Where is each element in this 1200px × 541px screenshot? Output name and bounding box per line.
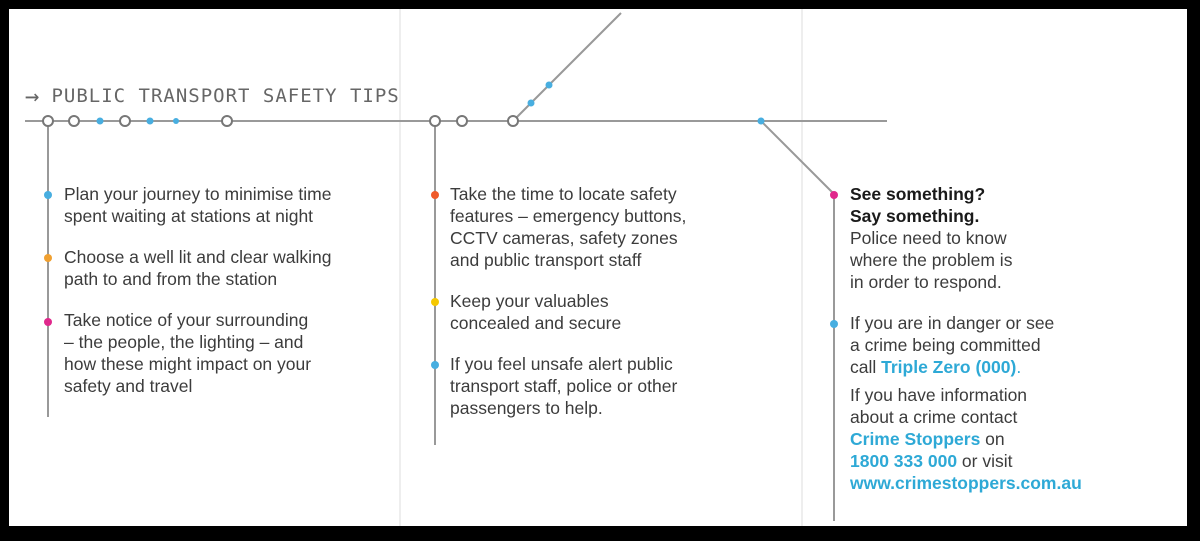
- intro-line: in order to respond.: [850, 272, 1002, 292]
- tip-line: concealed and secure: [450, 313, 622, 333]
- or-visit-text: or visit: [957, 451, 1013, 471]
- bullet-yellow-icon: [431, 298, 439, 306]
- tip-line: path to and from the station: [64, 269, 278, 289]
- tip-line: Take notice of your surrounding: [64, 310, 309, 330]
- info-line: [850, 450, 1082, 472]
- period: .: [1016, 357, 1022, 377]
- intro-line: Police need to know: [850, 228, 1007, 248]
- danger-line: If you are in danger or see: [850, 313, 1055, 333]
- station-3: [120, 116, 130, 126]
- safety-tips-card: [9, 9, 1187, 526]
- bullet-blue-icon: [830, 320, 838, 328]
- danger-line: [850, 356, 1054, 378]
- crime-stoppers-link[interactable]: Crime Stoppers: [850, 429, 981, 449]
- tip-line: transport staff, police or other: [450, 376, 678, 396]
- station-6: [457, 116, 467, 126]
- station-1: [43, 116, 53, 126]
- tip-line: and public transport staff: [450, 250, 642, 270]
- stop-blue-6: [758, 118, 765, 125]
- stop-blue-2: [147, 118, 154, 125]
- tip-line: CCTV cameras, safety zones: [450, 228, 678, 248]
- tip-valuables: [450, 290, 621, 334]
- header: [25, 81, 400, 111]
- tip-line: passengers to help.: [450, 398, 603, 418]
- heading-line: See something?: [850, 184, 986, 204]
- bullet-blue-icon: [44, 191, 52, 199]
- diagonal-line-down: [761, 121, 834, 194]
- info-line: If you have information: [850, 385, 1028, 405]
- tip-line: Take the time to locate safety: [450, 184, 677, 204]
- on-text: on: [980, 429, 1005, 449]
- tip-line: spent waiting at stations at night: [64, 206, 314, 226]
- station-5: [430, 116, 440, 126]
- tip-feel-unsafe: [450, 353, 677, 419]
- stop-blue-5: [546, 82, 553, 89]
- tip-line: how these might impact on your: [64, 354, 312, 374]
- see-something-block: [850, 183, 1012, 293]
- website-link[interactable]: www.crimestoppers.com.au: [850, 473, 1082, 493]
- stop-blue-4: [528, 100, 535, 107]
- station-2: [69, 116, 79, 126]
- heading-line: Say something.: [850, 206, 980, 226]
- tip-line: features – emergency buttons,: [450, 206, 687, 226]
- bullet-magenta-icon: [44, 318, 52, 326]
- tip-line: – the people, the lighting – and: [64, 332, 304, 352]
- station-4: [222, 116, 232, 126]
- bullet-blue-icon: [431, 361, 439, 369]
- danger-block: [850, 312, 1054, 378]
- tip-safety-features: [450, 183, 686, 271]
- bullet-red-orange-icon: [431, 191, 439, 199]
- info-block: [850, 384, 1082, 494]
- stop-blue-1: [97, 118, 104, 125]
- tip-line: Keep your valuables: [450, 291, 609, 311]
- danger-line: a crime being committed: [850, 335, 1041, 355]
- stop-blue-3: [173, 118, 179, 124]
- info-line: [850, 428, 1082, 450]
- station-7: [508, 116, 518, 126]
- bullet-magenta-icon: [830, 191, 838, 199]
- arrow-right-icon: →: [25, 82, 40, 110]
- intro-line: where the problem is: [850, 250, 1013, 270]
- bullet-orange-icon: [44, 254, 52, 262]
- phone-number-link[interactable]: 1800 333 000: [850, 451, 958, 471]
- tip-walking-path: [64, 246, 332, 290]
- call-prefix: call: [850, 357, 882, 377]
- tip-line: Plan your journey to minimise time: [64, 184, 332, 204]
- tip-line: safety and travel: [64, 376, 193, 396]
- triple-zero-link[interactable]: Triple Zero (000): [881, 357, 1017, 377]
- info-line: about a crime contact: [850, 407, 1018, 427]
- page-title: PUBLIC TRANSPORT SAFETY TIPS: [51, 85, 400, 107]
- tip-line: If you feel unsafe alert public: [450, 354, 673, 374]
- tip-plan-journey: [64, 183, 331, 227]
- info-line: [850, 472, 1082, 494]
- tip-surroundings: [64, 309, 311, 397]
- tip-line: Choose a well lit and clear walking: [64, 247, 332, 267]
